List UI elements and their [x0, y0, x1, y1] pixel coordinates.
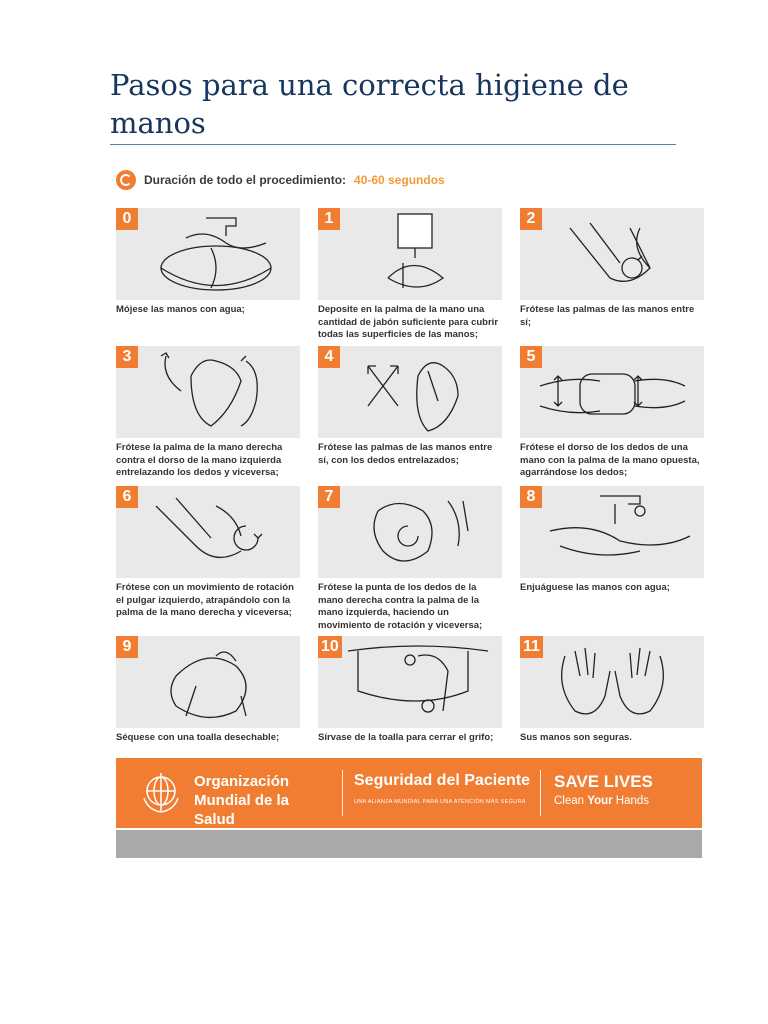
step-number: 7 [318, 486, 340, 508]
step-illustration [520, 208, 704, 300]
back-of-hand-rub-icon [116, 346, 300, 438]
dry-with-towel-icon [116, 636, 300, 728]
step-caption: Séquese con una toalla desechable; [116, 732, 280, 743]
save-lives-title: SAVE LIVES [554, 772, 653, 791]
hands-under-water-icon [116, 208, 300, 300]
step-0 [116, 208, 300, 317]
step-number: 3 [116, 346, 138, 368]
soap-dispenser-icon [318, 208, 502, 300]
step-number: 4 [318, 346, 340, 368]
step-caption: Deposite en la palma de la mano una cantidad de jabón suficiente para cubrir todas las superficies de las manos; [318, 304, 499, 340]
step-10 [318, 636, 502, 745]
patient-safety-subtitle: UNA ALIANZA MUNDIAL PARA UNA ATENCIÓN MÁS SEGURA [354, 799, 526, 805]
rinse-hands-icon [520, 486, 704, 578]
step-illustration [520, 636, 704, 728]
title-underline [110, 144, 676, 145]
step-3 [116, 346, 300, 480]
step-11 [520, 636, 704, 745]
step-number: 1 [318, 208, 340, 230]
step-illustration [318, 208, 502, 300]
patient-safety-title: Seguridad del Paciente [354, 772, 531, 789]
step-7 [318, 486, 502, 632]
who-logo-icon [138, 770, 184, 816]
step-caption: Frótese la punta de los dedos de la mano derecha contra la palma de la mano izquierda, haciendo un movimiento de rotación y viceversa; [318, 582, 483, 631]
step-caption: Mójese las manos con agua; [116, 304, 245, 315]
step-number: 6 [116, 486, 138, 508]
step-caption: Frótese el dorso de los dedos de una mano con la palma de la mano opuesta, agarrándose los dedos; [520, 442, 700, 478]
step-6 [116, 486, 300, 620]
step-illustration [318, 486, 502, 578]
step-number: 11 [520, 636, 543, 658]
step-illustration [520, 346, 704, 438]
step-caption: Frótese con un movimiento de rotación el pulgar izquierdo, atrapándolo con la palma de la mano derecha y viceversa; [116, 582, 294, 618]
step-5 [520, 346, 704, 480]
step-number: 10 [318, 636, 342, 658]
thumb-rotation-icon [116, 486, 300, 578]
interlocked-fingers-icon [520, 346, 704, 438]
duration-value: 40-60 segundos [354, 173, 445, 187]
save-lives-subtitle [554, 795, 649, 807]
campaign-sub-bold: Your [587, 795, 613, 807]
disclaimer [116, 830, 702, 858]
step-2 [520, 208, 704, 329]
step-caption: Frótese las palmas de las manos entre sí; [520, 304, 695, 328]
who-name: Organización Mundial de la Salud [194, 773, 290, 828]
step-caption: Sus manos son seguras. [520, 732, 632, 743]
campaign-sub-pre: Clean [554, 795, 588, 807]
step-illustration [116, 208, 300, 300]
step-illustration [318, 636, 502, 728]
step-1 [318, 208, 502, 342]
duration-header [116, 168, 445, 192]
fingertip-rotation-icon [318, 486, 502, 578]
step-caption: Frótese las palmas de las manos entre sí, con los dedos entrelazados; [318, 442, 493, 466]
step-caption: Frótese la palma de la mano derecha contra el dorso de la mano izquierda entrelazando los dedos y viceversa; [116, 442, 283, 478]
step-illustration [318, 346, 502, 438]
step-8 [520, 486, 704, 595]
step-caption: Sírvase de la toalla para cerrar el grifo; [318, 732, 494, 743]
campaign-sub-post: Hands [612, 795, 650, 807]
step-number: 8 [520, 486, 542, 508]
step-9 [116, 636, 300, 745]
interlaced-fingers-icon [318, 346, 502, 438]
step-number: 2 [520, 208, 542, 230]
banner-divider [342, 770, 343, 816]
step-illustration [520, 486, 704, 578]
step-4 [318, 346, 502, 467]
step-illustration [116, 486, 300, 578]
page-title: Pasos para una correcta higiene de manos [110, 68, 629, 140]
step-illustration [116, 346, 300, 438]
step-number: 5 [520, 346, 542, 368]
duration-label: Duración de todo el procedimiento: [144, 173, 347, 187]
palms-rubbing-icon [520, 208, 704, 300]
step-number: 0 [116, 208, 138, 230]
clean-hands-icon [520, 636, 704, 728]
close-faucet-icon [318, 636, 502, 728]
step-caption: Enjuáguese las manos con agua; [520, 582, 670, 593]
banner-divider [540, 770, 541, 816]
who-banner [116, 758, 702, 828]
step-number: 9 [116, 636, 138, 658]
clock-icon [116, 170, 136, 190]
step-illustration [116, 636, 300, 728]
